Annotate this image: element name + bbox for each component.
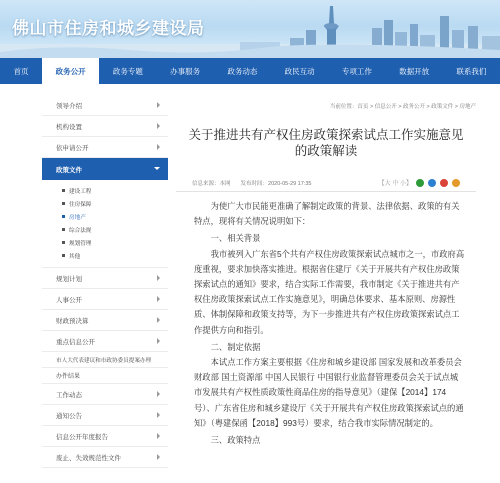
chevron-down-icon [154, 167, 160, 170]
sidebar-subitem-real-estate[interactable] [42, 210, 168, 223]
bullet-icon [62, 215, 65, 218]
bullet-icon [62, 189, 65, 192]
sidebar-subitem-housing-security[interactable] [42, 197, 168, 210]
sidebar [42, 95, 168, 483]
chevron-right-icon [157, 144, 160, 150]
article-title-line-1: 关于推进共有产权住房政策探索试点工作实施意见 [188, 127, 464, 142]
sidebar-item-budget[interactable] [42, 310, 168, 331]
section-heading-basis: 二、制定依据 [210, 341, 261, 352]
nav-item-3[interactable]: 办事服务 [170, 66, 201, 76]
sidebar-item-repealed-docs[interactable] [42, 447, 168, 468]
sidebar-item-label: 办件结果 [56, 374, 81, 380]
bullet-icon [62, 228, 65, 231]
nav-item-1[interactable]: 政务公开 [42, 58, 99, 84]
breadcrumb: 当前位置：首页 > 信息公开 > 政务公开 > 政策文件 > 房地产 [329, 104, 476, 110]
sidebar-subitem-label: 住房保障 [69, 201, 92, 208]
chevron-right-icon [157, 433, 160, 439]
paragraph-background: 我市被列入广东省5个共有产权住房政策探索试点城市之一，市政府高度重视，要求加快落实推进。根据省住建厅《关于开展共有产权住房政策探索试点的通知》要求，结合实际工作需要，我市制定《关于推进共有产权住房政策探索试点工作实施意见》，明确总体要求、基本原则、房源性质、体制保障和政策支持等，为下一步推进共有产权住房政策探索试点工作提供方向和指引。 [194, 248, 465, 335]
section-heading-features: 三、政策特点 [210, 435, 261, 446]
sidebar-item-label: 市人大代表建议和市政协委员提案办理 [56, 357, 152, 364]
article-source: 信息来源：本网 [192, 180, 231, 187]
share-blue-icon[interactable] [428, 179, 436, 187]
chevron-right-icon [157, 123, 160, 129]
sidebar-subitem-label: 建设工程 [69, 188, 92, 195]
chevron-right-icon [157, 275, 160, 281]
divider [176, 191, 476, 192]
chevron-right-icon [157, 102, 160, 108]
nav-item-6[interactable]: 专项工作 [341, 66, 372, 76]
header-banner [0, 0, 500, 58]
sidebar-item-label: 人事公开 [56, 296, 82, 304]
chevron-right-icon [157, 317, 160, 323]
sidebar-subitem-label: 房地产 [69, 214, 86, 221]
sidebar-subitem-label: 综合法规 [69, 227, 92, 234]
sidebar-subitem-regulations[interactable] [42, 223, 168, 236]
sidebar-item-request-disclosure[interactable] [42, 137, 168, 158]
sidebar-item-personnel[interactable] [42, 289, 168, 310]
share-green-icon[interactable] [416, 179, 424, 187]
sidebar-subitem-construction[interactable] [42, 184, 168, 197]
bullet-icon [62, 241, 65, 244]
sidebar-item-label: 信息公开年度报告 [56, 433, 108, 441]
sidebar-item-label: 重点信息公开 [56, 338, 95, 346]
nav-item-7[interactable]: 数据开放 [399, 66, 430, 76]
article-title [176, 127, 476, 159]
main-nav [0, 58, 500, 84]
article-tools [379, 178, 460, 187]
chevron-right-icon [157, 391, 160, 397]
share-orange-icon[interactable] [452, 179, 460, 187]
sidebar-item-label: 废止、失效规范性文件 [56, 454, 121, 462]
sidebar-subitem-label: 规划管理 [69, 240, 92, 247]
sidebar-item-label: 财政预决算 [56, 317, 89, 325]
bullet-icon [62, 254, 65, 257]
article-area [176, 95, 476, 483]
sidebar-item-leaders[interactable] [42, 95, 168, 116]
chevron-right-icon [157, 412, 160, 418]
nav-item-0[interactable]: 首页 [13, 66, 29, 76]
nav-item-8[interactable]: 联系我们 [456, 66, 487, 76]
article-publish-time: 发布时间：2020-05-29 17:35 [240, 180, 312, 187]
nav-item-5[interactable]: 政民互动 [284, 66, 315, 76]
paragraph-intro: 为使广大市民能更准确了解制定政策的背景、法律依据、政策的有关特点，现将有关情况说明如下： [194, 201, 460, 227]
sidebar-subitem-label: 其他 [69, 253, 81, 260]
sidebar-item-label: 通知公告 [56, 412, 82, 420]
sidebar-item-annual-report[interactable] [42, 426, 168, 447]
sidebar-item-work-news[interactable] [42, 384, 168, 405]
article-title-line-2: 的政策解读 [294, 143, 358, 158]
site-title: 佛山市住房和城乡建设局 [12, 19, 205, 39]
article-meta [192, 178, 460, 187]
sidebar-item-label: 工作动态 [56, 391, 82, 399]
sidebar-item-label: 机构设置 [56, 123, 82, 131]
sidebar-item-label: 政策文件 [56, 166, 82, 174]
nav-item-4[interactable]: 政务动态 [227, 66, 258, 76]
sidebar-subitem-other[interactable] [42, 249, 168, 262]
sidebar-subitem-planning[interactable] [42, 236, 168, 249]
chevron-right-icon [157, 338, 160, 344]
sidebar-item-notices[interactable] [42, 405, 168, 426]
nav-item-2[interactable]: 政务专题 [112, 66, 143, 76]
section-heading-background: 一、相关背景 [210, 233, 261, 244]
font-size-switch[interactable]: 【大 中 小】 [378, 181, 412, 187]
sidebar-item-organization[interactable] [42, 116, 168, 137]
paragraph-basis: 本试点工作方案主要根据《住房和城乡建设部 国家发展和改革委员会 财政部 国土资源部 中国人民银行 中国银行业监督管理委员会关于试点城市发展共有产权性质政策性商品住房的指导意见》（建保【2014】174号）、广东省住房和城乡建设厅《关于开展共有产权住房政策探索试点的通知》（粤建保函【2018】993号）要求，结合我市实际情况制定的。 [194, 357, 464, 428]
chevron-right-icon [157, 454, 160, 460]
sidebar-item-label: 领导介绍 [56, 102, 82, 110]
share-red-icon[interactable] [440, 179, 448, 187]
sidebar-item-proposals[interactable] [42, 352, 168, 368]
sidebar-item-label: 规划计划 [56, 275, 82, 283]
article-body [194, 199, 466, 448]
sidebar-item-plans[interactable] [42, 268, 168, 289]
sidebar-item-label: 依申请公开 [56, 144, 89, 152]
sidebar-item-results[interactable] [42, 368, 168, 384]
sidebar-item-key-info[interactable] [42, 331, 168, 352]
chevron-right-icon [157, 296, 160, 302]
sidebar-item-policy-docs[interactable] [42, 158, 168, 180]
bullet-icon [62, 202, 65, 205]
